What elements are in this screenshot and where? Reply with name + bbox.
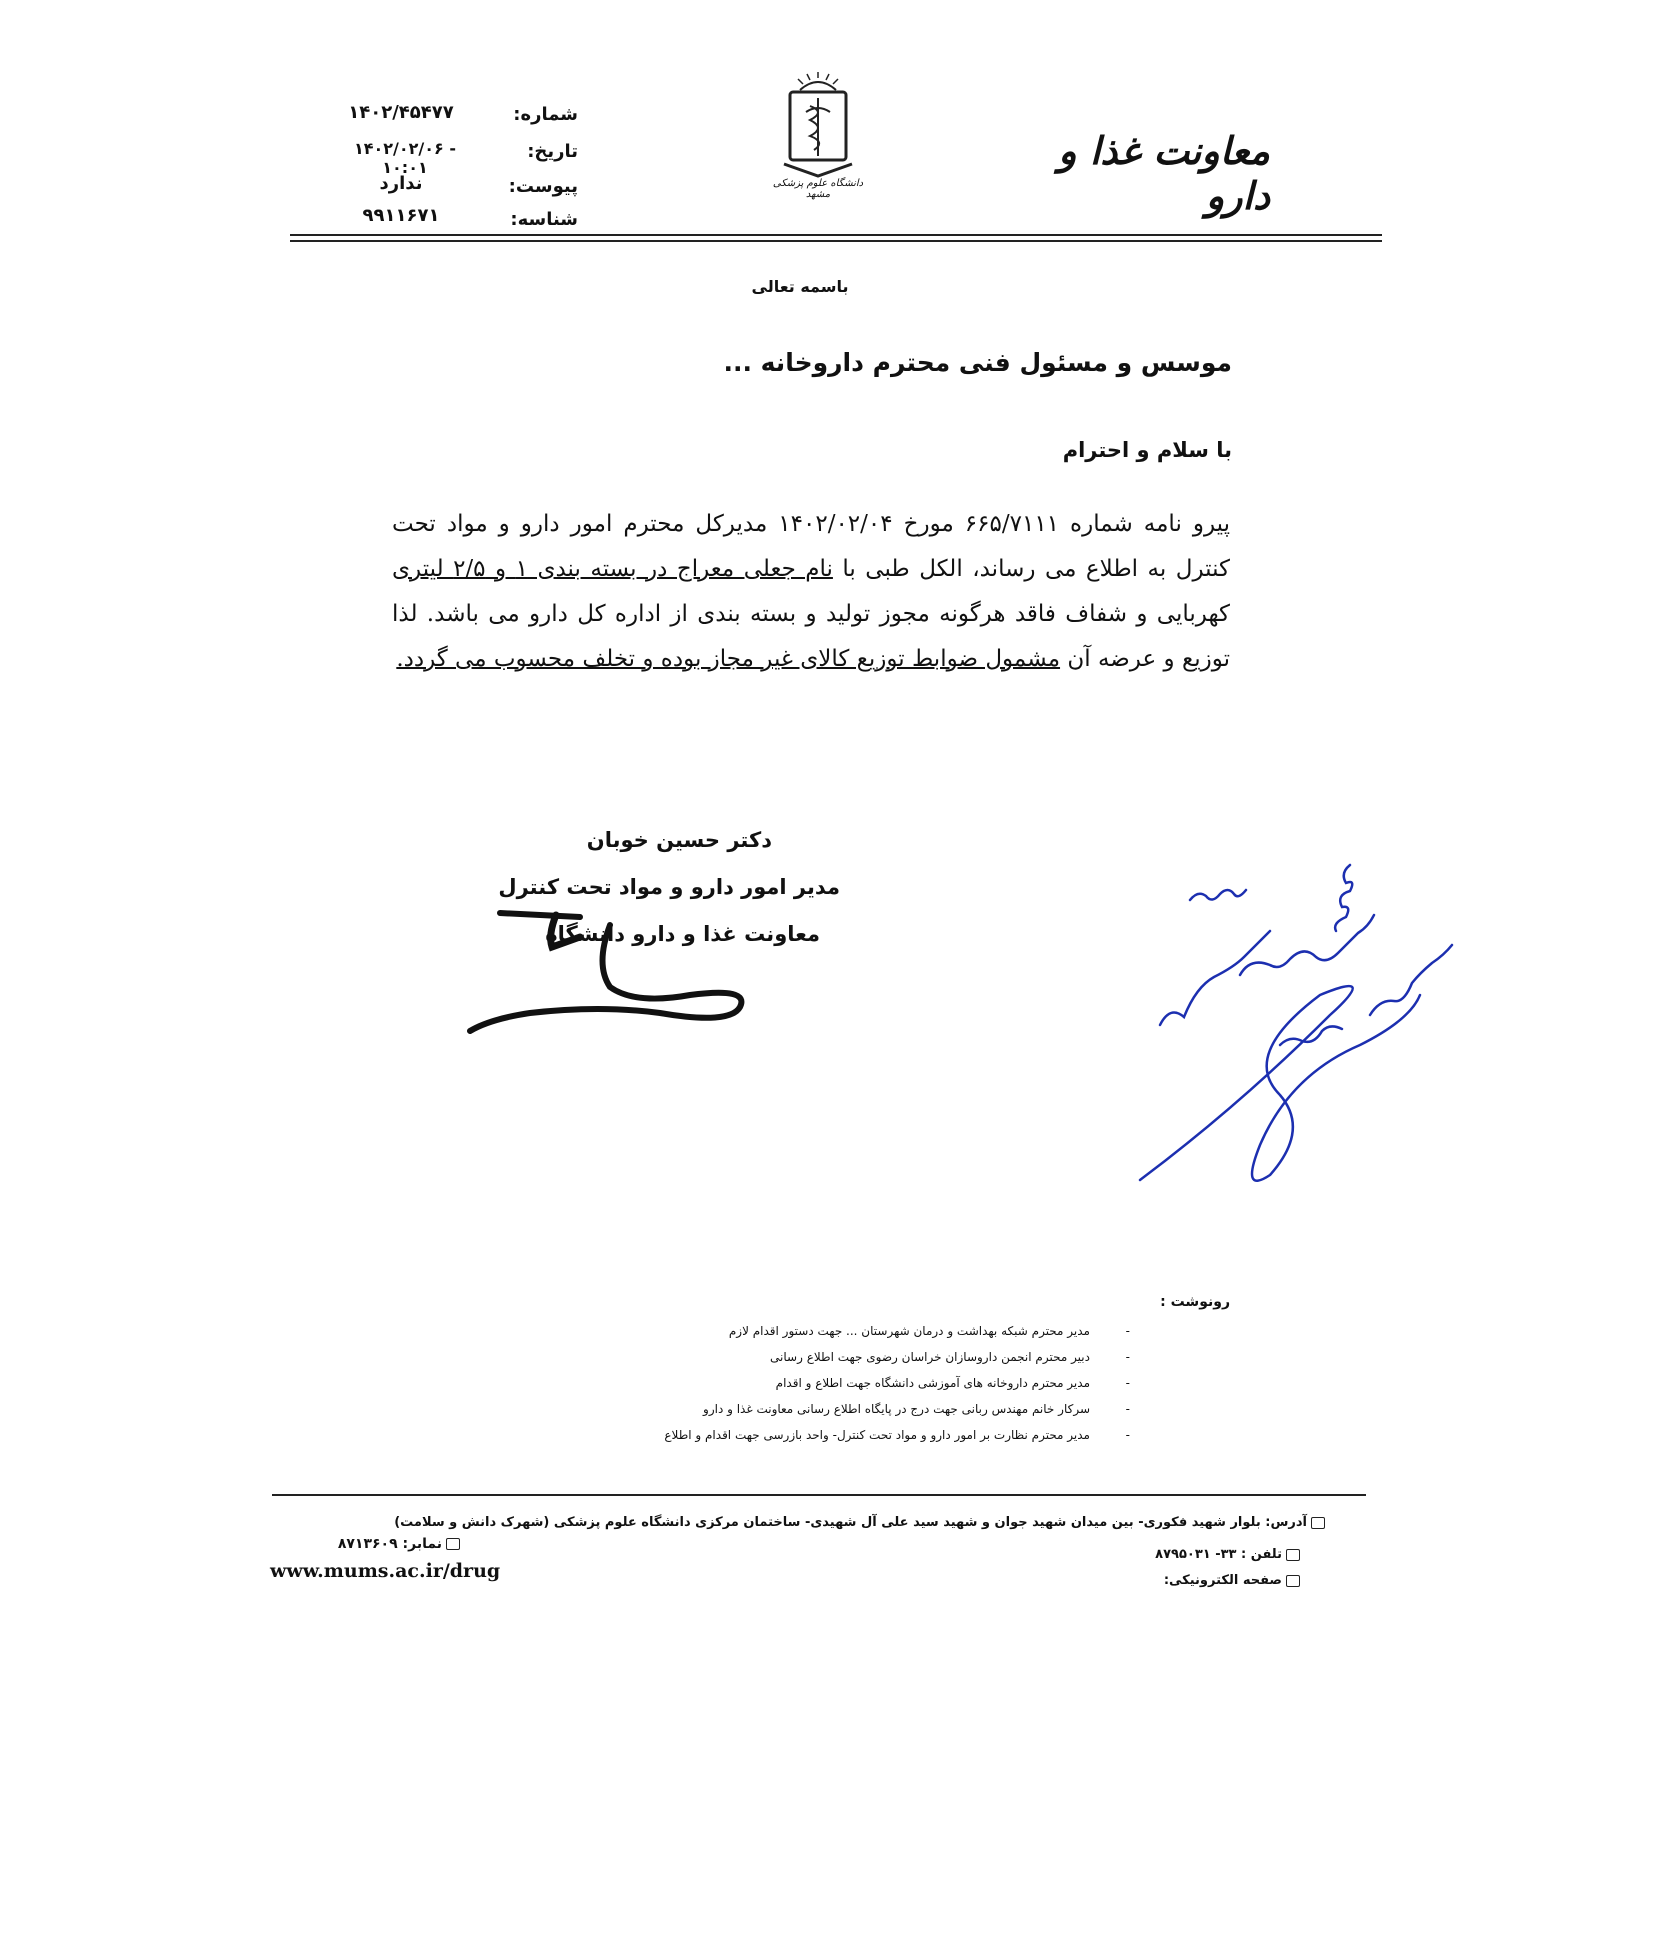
- id-value: ۹۹۱۱۶۷۱: [362, 205, 440, 226]
- fax-icon: [446, 1538, 460, 1550]
- body-text-1: پیرو نامه شماره ۶۶۵/۷۱۱۱ مورخ ۱۴۰۲/۰۲/۰۴ مدیرکل محترم امور دارو و مواد تحت کنترل به اطلاع می رساند، الکل طبی با: [392, 511, 1230, 582]
- cc-item: - مدیر محترم داروخانه های آموزشی دانشگاه جهت اطلاع و اقدام: [775, 1376, 1130, 1390]
- header-rule-top: [290, 234, 1382, 236]
- footer-address: [394, 1515, 1325, 1530]
- cc-list: [560, 1318, 1130, 1448]
- signer-organization: معاونت غذا و دارو دانشگاه: [545, 922, 820, 946]
- footer-website-label-text: صفحه الکترونیکی:: [1163, 1573, 1282, 1588]
- cc-item-text: سرکار خانم مهندس ربانی جهت درج در پایگاه اطلاع رسانی معاونت غذا و دارو: [703, 1402, 1090, 1416]
- globe-icon: [1286, 1575, 1300, 1587]
- footer-website-label: [1040, 1573, 1300, 1588]
- cc-item: - دبیر محترم انجمن داروسازان خراسان رضوی جهت اطلاع رسانی: [770, 1350, 1130, 1364]
- cc-item: - مدیر محترم نظارت بر امور دارو و مواد تحت کنترل- واحد بازرسی جهت اقدام و اطلاع: [664, 1428, 1130, 1442]
- date-value: ۱۴۰۲/۰۲/۰۶ - ۱۰:۰۱: [353, 139, 457, 177]
- addressee: موسس و مسئول فنی محترم داروخانه ...: [723, 348, 1232, 377]
- date-label: تاریخ:: [527, 141, 578, 162]
- number-value: ۱۴۰۲/۴۵۴۷۷: [348, 102, 454, 123]
- cc-item-text: دبیر محترم انجمن داروسازان خراسان رضوی جهت اطلاع رسانی: [770, 1350, 1090, 1364]
- logo-caption: دانشگاه علوم پزشکی مشهد: [772, 178, 864, 200]
- body-text-underlined-2: مشمول ضوابط توزیع کالای غیر مجاز بوده و تخلف محسوب می گردد.: [396, 646, 1061, 672]
- phone-icon: [1286, 1549, 1300, 1561]
- footer-website-url[interactable]: www.mums.ac.ir/drug: [270, 1560, 501, 1582]
- greeting: با سلام و احترام: [1062, 438, 1232, 462]
- footer-phone: [1040, 1547, 1300, 1562]
- number-label: شماره:: [513, 104, 578, 125]
- cc-item: - مدیر محترم شبکه بهداشت و درمان شهرستان ... جهت دستور اقدام لازم: [728, 1324, 1130, 1338]
- cc-label: رونوشت :: [1160, 1294, 1230, 1310]
- cc-item-text: مدیر محترم شبکه بهداشت و درمان شهرستان ... جهت دستور اقدام لازم: [728, 1324, 1090, 1338]
- body-text-underlined-1: نام جعلی معراج در بسته بندی ۱ و ۲/۵ لیتری: [392, 556, 833, 582]
- handwritten-signature: [460, 895, 780, 1045]
- cc-item: - سرکار خانم مهندس ربانی جهت درج در پایگاه اطلاع رسانی معاونت غذا و دارو: [703, 1402, 1130, 1416]
- letter-body: [392, 502, 1230, 682]
- footer-rule: [272, 1494, 1366, 1496]
- department-title: معاونت غذا و دارو: [1058, 128, 1270, 218]
- body-text-2: کهربایی و شفاف فاقد هرگونه مجوز تولید و بسته بندی از اداره کل دارو می باشد. لذا توزیع و عرضه آن: [392, 601, 1230, 672]
- signer-name: دکتر حسین خوبان: [586, 828, 772, 852]
- mail-icon: [1311, 1517, 1325, 1529]
- footer-phone-text: تلفن : ۳۳- ۸۷۹۵۰۳۱: [1155, 1547, 1282, 1562]
- signer-title: مدیر امور دارو و مواد تحت کنترل: [498, 875, 840, 899]
- footer-fax-text: نمابر: ۸۷۱۳۶۰۹: [337, 1536, 442, 1552]
- attachment-value: ندارد: [379, 173, 423, 194]
- footer-fax: [330, 1536, 460, 1552]
- handwritten-referral-note: [1120, 845, 1500, 1195]
- header-rule-bottom: [290, 240, 1382, 242]
- footer-address-text: آدرس: بلوار شهید فکوری- بین میدان شهید جوان و شهید سید علی آل شهیدی- ساختمان مرکزی دانشگاه علوم پزشکی (شهرک دانش و سلامت): [394, 1515, 1307, 1530]
- cc-item-text: مدیر محترم نظارت بر امور دارو و مواد تحت کنترل- واحد بازرسی جهت اقدام و اطلاع: [664, 1428, 1090, 1442]
- attachment-label: پیوست:: [508, 176, 578, 197]
- id-label: شناسه:: [510, 209, 578, 230]
- bismillah: باسمه تعالی: [751, 277, 849, 296]
- cc-item-text: مدیر محترم داروخانه های آموزشی دانشگاه جهت اطلاع و اقدام: [775, 1376, 1090, 1390]
